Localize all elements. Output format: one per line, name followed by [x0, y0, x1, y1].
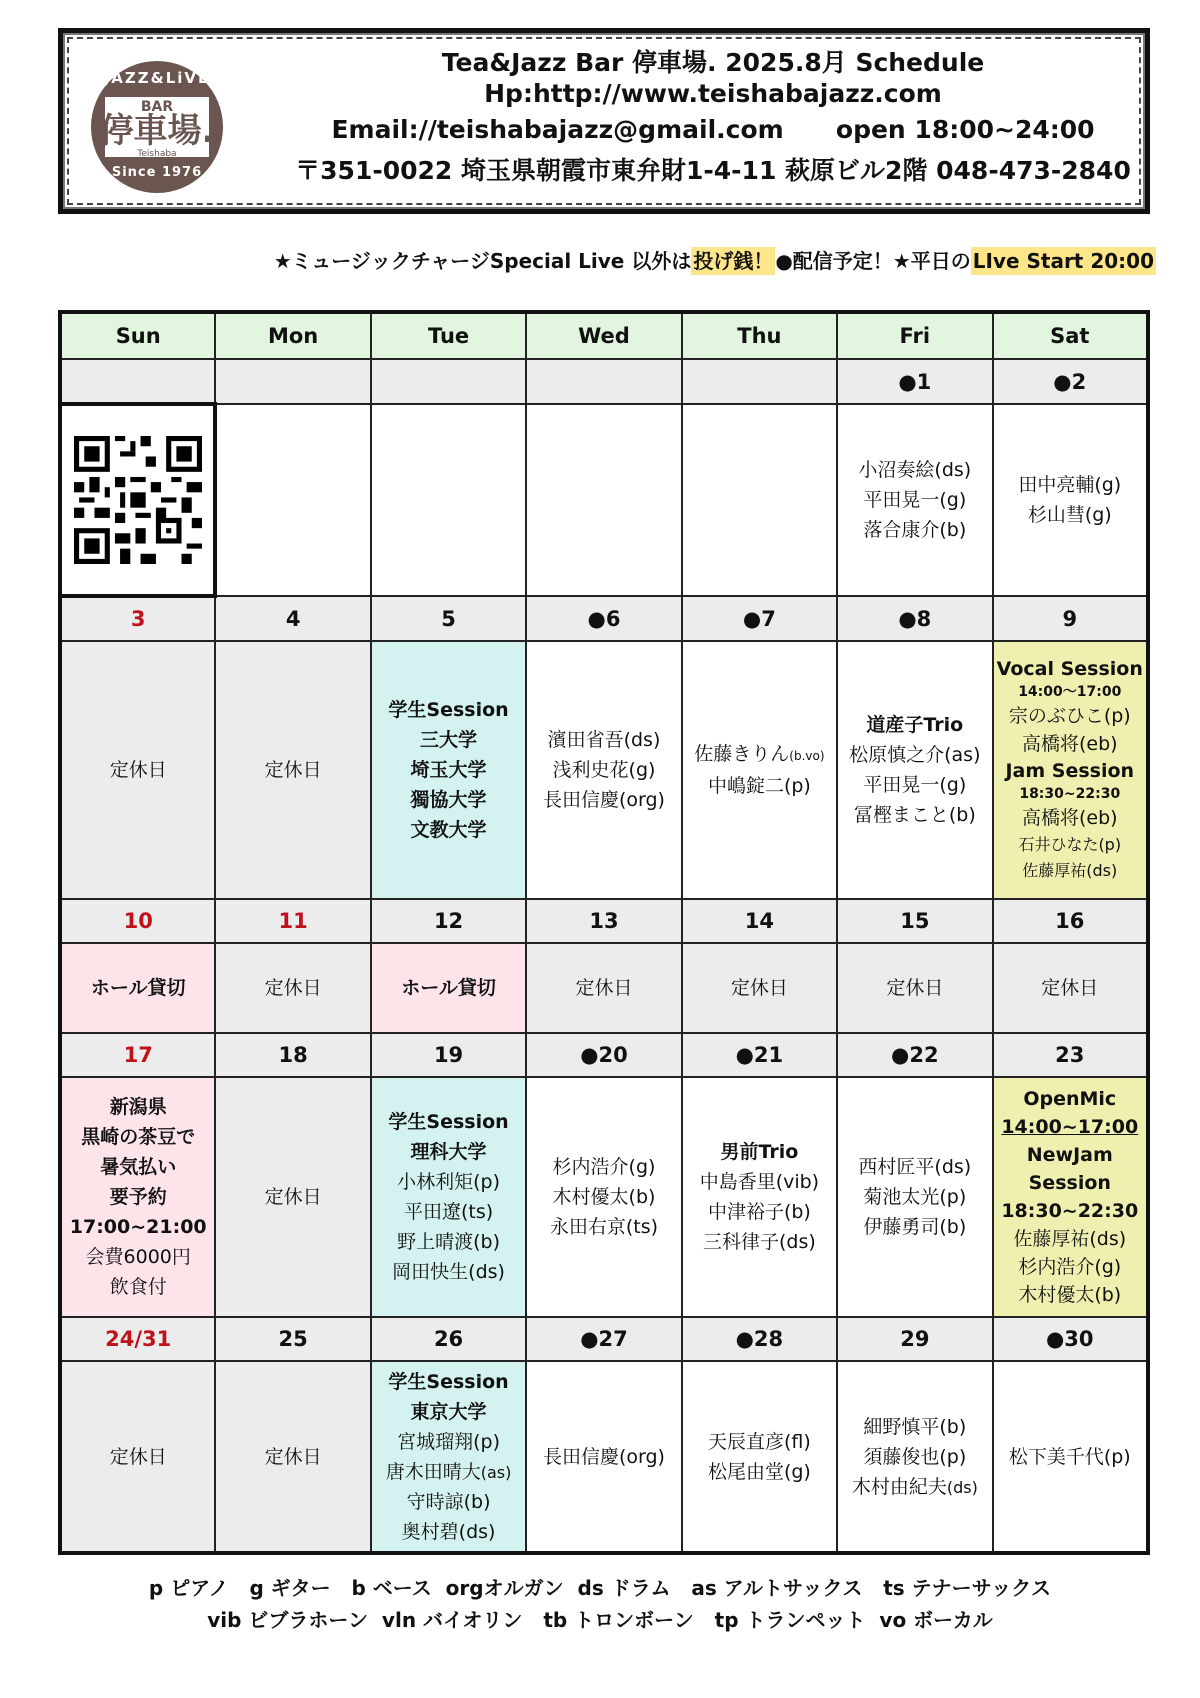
event-cell: 西村匠平(ds) 菊池太光(p) 伊藤勇司(b): [837, 1077, 992, 1317]
event-row: [60, 641, 1148, 899]
date-cell: 26: [371, 1317, 526, 1361]
logo-sub: Teishaba: [137, 149, 177, 159]
logo-bar-text: BAR: [140, 99, 174, 115]
header-title: Tea&Jazz Bar 停車場. 2025.8月 Schedule: [441, 48, 985, 77]
event-cell: 学生Session 理科大学 小林利矩(p) 平田遼(ts) 野上晴渡(b) 岡田快生(ds): [371, 1077, 526, 1317]
date-cell: ●6: [526, 596, 681, 641]
event-cell: 田中亮輔(g) 杉山彗(g): [993, 404, 1148, 596]
logo-top-text: JAZZ&LiVE: [103, 69, 211, 87]
date-cell: 11: [215, 899, 370, 943]
event-cell: 学生Session 東京大学 宮城瑠翔(p) 唐木田晴大(as) 守時諒(b) 奥村碧(ds): [371, 1361, 526, 1553]
logo-since: Since 1976: [111, 165, 203, 180]
header-homepage[interactable]: Hp:http://www.teishabajazz.com: [484, 79, 942, 108]
event-row: [60, 943, 1148, 1033]
weekday-sun: Sun: [60, 312, 215, 359]
instrument-legend-line2: vib ビブラホーン vln バイオリン tb トロンボーン tp トランペット vo ボーカル: [207, 1608, 993, 1632]
closed-cell: 定休日: [60, 1361, 215, 1553]
event-cell: OpenMic 14:00~17:00 NewJam Session 18:30~22:30 佐藤厚祐(ds) 杉内浩介(g) 木村優太(b): [993, 1077, 1148, 1317]
closed-cell: 定休日: [215, 1077, 370, 1317]
date-cell: 12: [371, 899, 526, 943]
schedule-calendar: [58, 310, 1150, 1555]
qr-code-icon[interactable]: [74, 436, 202, 564]
date-row: [60, 899, 1148, 943]
weekday-wed: Wed: [526, 312, 681, 359]
weekday-tue: Tue: [371, 312, 526, 359]
date-cell: 4: [215, 596, 370, 641]
closed-cell: 定休日: [993, 943, 1148, 1033]
date-cell: ●27: [526, 1317, 681, 1361]
header-box: [58, 28, 1150, 214]
logo-name: 停車場.: [99, 111, 215, 151]
event-cell: 天辰直彦(fl) 松尾由堂(g): [682, 1361, 837, 1553]
date-cell: 14: [682, 899, 837, 943]
event-cell: 男前Trio 中島香里(vib) 中津裕子(b) 三科律子(ds): [682, 1077, 837, 1317]
event-cell: 道産子Trio 松原慎之介(as) 平田晃一(g) 冨樫まこと(b): [837, 641, 992, 899]
date-cell: ●1: [837, 359, 992, 404]
event-cell: 佐藤きりん(b.vo) 中嶋錠二(p): [682, 641, 837, 899]
date-row: [60, 1033, 1148, 1077]
date-cell: ●8: [837, 596, 992, 641]
event-cell: 松下美千代(p): [993, 1361, 1148, 1553]
date-cell: 5: [371, 596, 526, 641]
date-cell: 25: [215, 1317, 370, 1361]
date-cell: ●30: [993, 1317, 1148, 1361]
date-cell: ●28: [682, 1317, 837, 1361]
event-cell: 長田信慶(org): [526, 1361, 681, 1553]
weekday-sat: Sat: [993, 312, 1148, 359]
closed-cell: 定休日: [526, 943, 681, 1033]
date-cell: 23: [993, 1033, 1148, 1077]
weekday-header-row: [60, 312, 1148, 359]
closed-cell: 定休日: [682, 943, 837, 1033]
event-cell: 新潟県 黒崎の茶豆で 暑気払い 要予約 17:00~21:00 会費6000円 飲食付: [60, 1077, 215, 1317]
private-event-cell: ホール貸切: [60, 943, 215, 1033]
event-cell: 細野慎平(b) 須藤俊也(p) 木村由紀夫(ds): [837, 1361, 992, 1553]
header-address: 〒351-0022 埼玉県朝霞市東弁財1-4-11 萩原ビル2階 048-473-2840: [295, 156, 1131, 185]
event-row: [60, 1361, 1148, 1553]
closed-cell: 定休日: [60, 641, 215, 899]
event-cell: 杉内浩介(g) 木村優太(b) 永田右京(ts): [526, 1077, 681, 1317]
date-cell: 19: [371, 1033, 526, 1077]
closed-cell: 定休日: [837, 943, 992, 1033]
date-cell: 15: [837, 899, 992, 943]
date-cell: ●21: [682, 1033, 837, 1077]
date-cell: ●22: [837, 1033, 992, 1077]
event-cell: 学生Session 三大学 埼玉大学 獨協大学 文教大学: [371, 641, 526, 899]
event-cell: 小沼奏絵(ds) 平田晃一(g) 落合康介(b): [837, 404, 992, 596]
date-cell: 18: [215, 1033, 370, 1077]
date-row: [60, 1317, 1148, 1361]
closed-cell: 定休日: [215, 1361, 370, 1553]
date-cell: ●7: [682, 596, 837, 641]
event-cell: Vocal Session 14:00〜17:00 宗のぶひこ(p) 高橋将(eb) Jam Session 18:30~22:30 高橋将(eb) 石井ひなた(p) 佐藤厚祐(ds): [993, 641, 1148, 899]
date-cell: 13: [526, 899, 681, 943]
date-cell: 29: [837, 1317, 992, 1361]
weekday-fri: Fri: [837, 312, 992, 359]
date-cell: 16: [993, 899, 1148, 943]
event-cell: 濱田省吾(ds) 浅利史花(g) 長田信慶(org): [526, 641, 681, 899]
notice-line: ★ミュージックチャージSpecial Live 以外は 投げ銭！ ●配信予定！★平日の LIve Start 20:00: [273, 249, 1154, 273]
date-cell: 9: [993, 596, 1148, 641]
logo: [91, 61, 223, 193]
date-cell: 24/31: [60, 1317, 215, 1361]
qr-code-cell[interactable]: [60, 404, 215, 596]
closed-cell: 定休日: [215, 641, 370, 899]
date-cell: 17: [60, 1033, 215, 1077]
date-cell: ●2: [993, 359, 1148, 404]
date-row: [60, 596, 1148, 641]
weekday-thu: Thu: [682, 312, 837, 359]
weekday-mon: Mon: [215, 312, 370, 359]
date-cell: 10: [60, 899, 215, 943]
date-cell: ●20: [526, 1033, 681, 1077]
date-cell: 3: [60, 596, 215, 641]
closed-cell: 定休日: [215, 943, 370, 1033]
header-email-hours[interactable]: Email://teishabajazz@gmail.com open 18:00~24:00: [331, 115, 1095, 144]
private-event-cell: ホール貸切: [371, 943, 526, 1033]
date-row: [60, 359, 1148, 404]
event-row: [60, 404, 1148, 596]
event-row: [60, 1077, 1148, 1317]
instrument-legend-line1: p ピアノ g ギター b ベース orgオルガン ds ドラム as アルトサックス ts テナーサックス: [148, 1576, 1052, 1600]
